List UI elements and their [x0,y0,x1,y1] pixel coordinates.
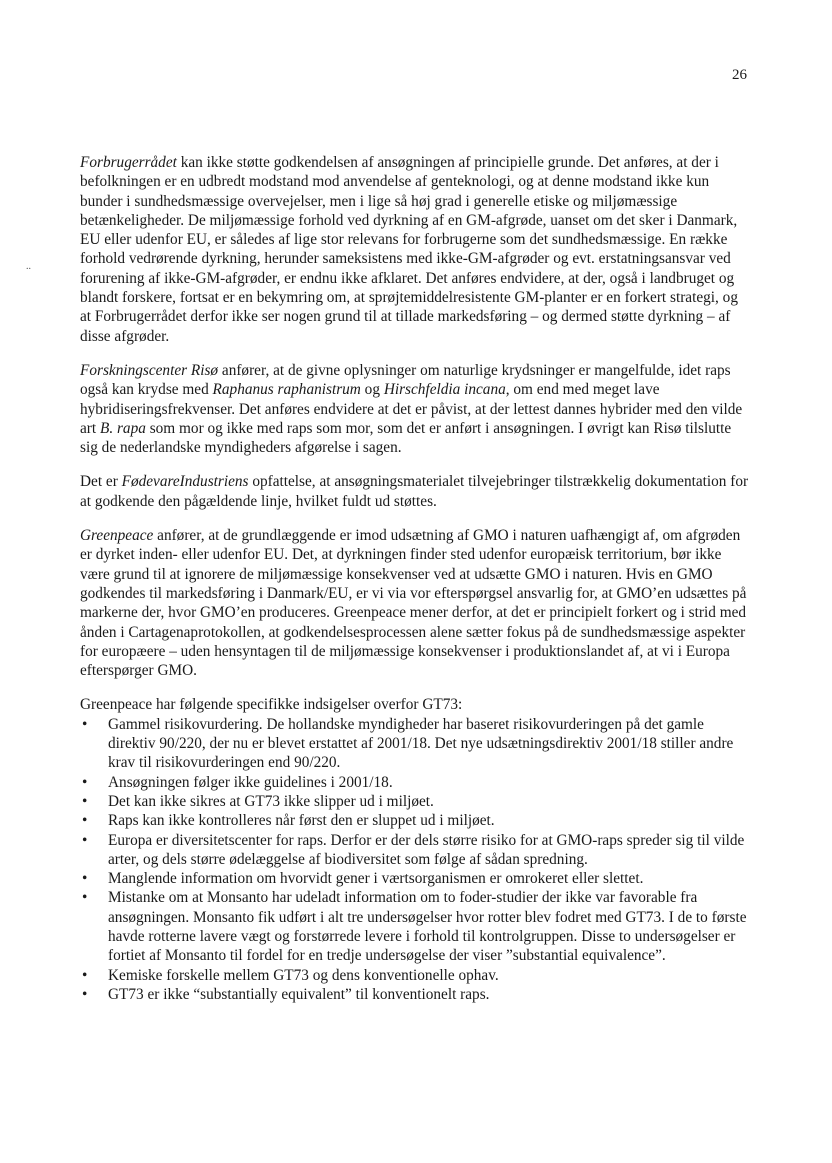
list-item: • Kemiske forskelle mellem GT73 og dens konventionelle ophav. [80,966,752,985]
paragraph-text: Det er [80,473,122,491]
list-item: • GT73 er ikke “substantially equivalent” til konventionelt raps. [80,985,752,1004]
list-item: • Gammel risikovurdering. De hollandske myndigheder har baseret risikovurderingen på det gamle direktiv 90/220, der nu er blevet erstattet af 2001/18. Det nye udsætningsdirektiv 2001/18 stiller andre krav til risikovurderingen end 90/220. [80,715,752,773]
list-item: • Manglende information om hvorvidt gener i værtsorganismen er omrokeret eller slettet. [80,869,752,888]
species-name: Raphanus raphanistrum [212,381,361,399]
species-name: B. rapa [99,419,146,437]
org-name-greenpeace: Greenpeace [80,527,154,545]
objections-list [80,715,752,1004]
paragraph-risoe [80,361,752,457]
org-name-foedevareindustrien: FødevareIndustriens [121,473,249,491]
list-item: • Raps kan ikke kontrolleres når først den er sluppet ud i miljøet. [80,811,752,830]
paragraph-forbrugerraadet [80,153,752,346]
paragraph-greenpeace [80,526,752,680]
document-body [80,153,752,1004]
list-item: • Ansøgningen følger ikke guidelines i 2001/18. [80,773,752,792]
paragraph-text: og [360,381,384,399]
paragraph-foedevareindustrien [80,472,752,511]
paragraph-text: anfører, at de givne oplysninger om naturlige krydsninger er mangelfulde, idet raps også kan krydse med [80,361,731,399]
paragraph-text: kan ikke støtte godkendelsen af ansøgningen af principielle grunde. Det anføres, at der i befolkningen er en udbredt modstand mod anvendelse af genteknologi, og at denne modstand ikke kun bunder i sundhedsmæssige overvejelser, men i lige så høj grad i generelle etiske og miljømæssige betænkeligheder. De miljømæssige forhold ved dyrkning af en GM-afgrøde, uanset om det sker i Danmark, EU eller udenfor EU, er således af lige stor relevans for forbrugerne som det sundhedsmæssige. En række forhold vedrørende dyrkning, herunder sameksistens med ikke-GM-afgrøder og evt. erstatningsansvar ved forurening af ikke-GM-afgrøder, er endnu ikke afklaret. Det anføres endvidere, at der, også i landbruget og blandt forskere, fortsat er en bekymring om, at sprøjtemiddelresistente GM-planter er en forkert strategi, og at Forbrugerrådet derfor ikke ser nogen grund til at tillade markedsføring – og dermed støtte dyrkning – af disse afgrøder. [80,154,738,345]
paragraph-text: som mor og ikke med raps som mor, som det er anført i ansøgningen. I øvrigt kan Risø tilslutte sig de nederlandske myndigheders afgørelse i sagen. [80,419,732,457]
paragraph-text: anfører, at de grundlæggende er imod udsætning af GMO i naturen uafhængigt af, om afgrøden er dyrket inden- eller udenfor EU. Det, at dyrkningen finder sted udenfor europæisk territorium, bør ikke være grund til at ignorere de miljømæssige konsekvenser ved at udsætte GMO i naturen. Hvis en GMO godkendes til markedsføring i Danmark/EU, er vi via vor efterspørgsel ansvarlig for, at GMO’en udsættes på markerne der, hvor GMO’en produceres. Greenpeace mener derfor, at det er principielt forkert og i strid med ånden i Cartagenaprotokollen, at godkendelsesprocessen alene sætter fokus på de sundhedsmæssige aspekter for europæere – uden hensyntagen til de miljømæssige konsekvenser i produktionslandet af, at vi i Europa efterspørger GMO. [80,527,747,680]
paragraph-greenpeace-objections-intro: Greenpeace har følgende specifikke indsigelser overfor GT73: [80,696,463,714]
paragraph-text: opfattelse, at ansøgningsmaterialet tilvejebringer tilstrækkelig dokumentation for at godkende den pågældende linje, hvilket fuldt ud støttes. [80,473,749,510]
paragraph-text: , om end med meget lave hybridiseringsfrekvenser. Det anføres endvidere at det er påvist, at der lettest dannes hybrider med den vilde art [80,381,743,437]
org-name-forbrugerraadet: Forbrugerrådet [80,154,177,171]
list-item: • Europa er diversitetscenter for raps. Derfor er der dels større risiko for at GMO-raps spreder sig til vilde arter, og dels større ødelæggelse af biodiversitet som følge af sådan spredning. [80,831,752,870]
list-item: • Det kan ikke sikres at GT73 ikke slipper ud i miljøet. [80,792,752,811]
margin-mark: .. [26,261,31,272]
page-number: 26 [732,67,747,83]
species-name: Hirschfeldia incana [383,381,506,399]
list-item: • Mistanke om at Monsanto har udeladt information om to foder-studier der ikke var favorable fra ansøgningen. Monsanto fik udført i alt tre undersøgelser hvor rotter blev fodret med GT73. I de to første havde rotterne lavere vægt og forstørrede levere i forhold til kontrolgruppen. Disse to undersøgelser er fortiet af Monsanto til fordel for en tredje undersøgelse der viser ”substantial equivalence”. [80,888,752,965]
org-name-risoe: Forskningscenter Risø [80,361,219,379]
